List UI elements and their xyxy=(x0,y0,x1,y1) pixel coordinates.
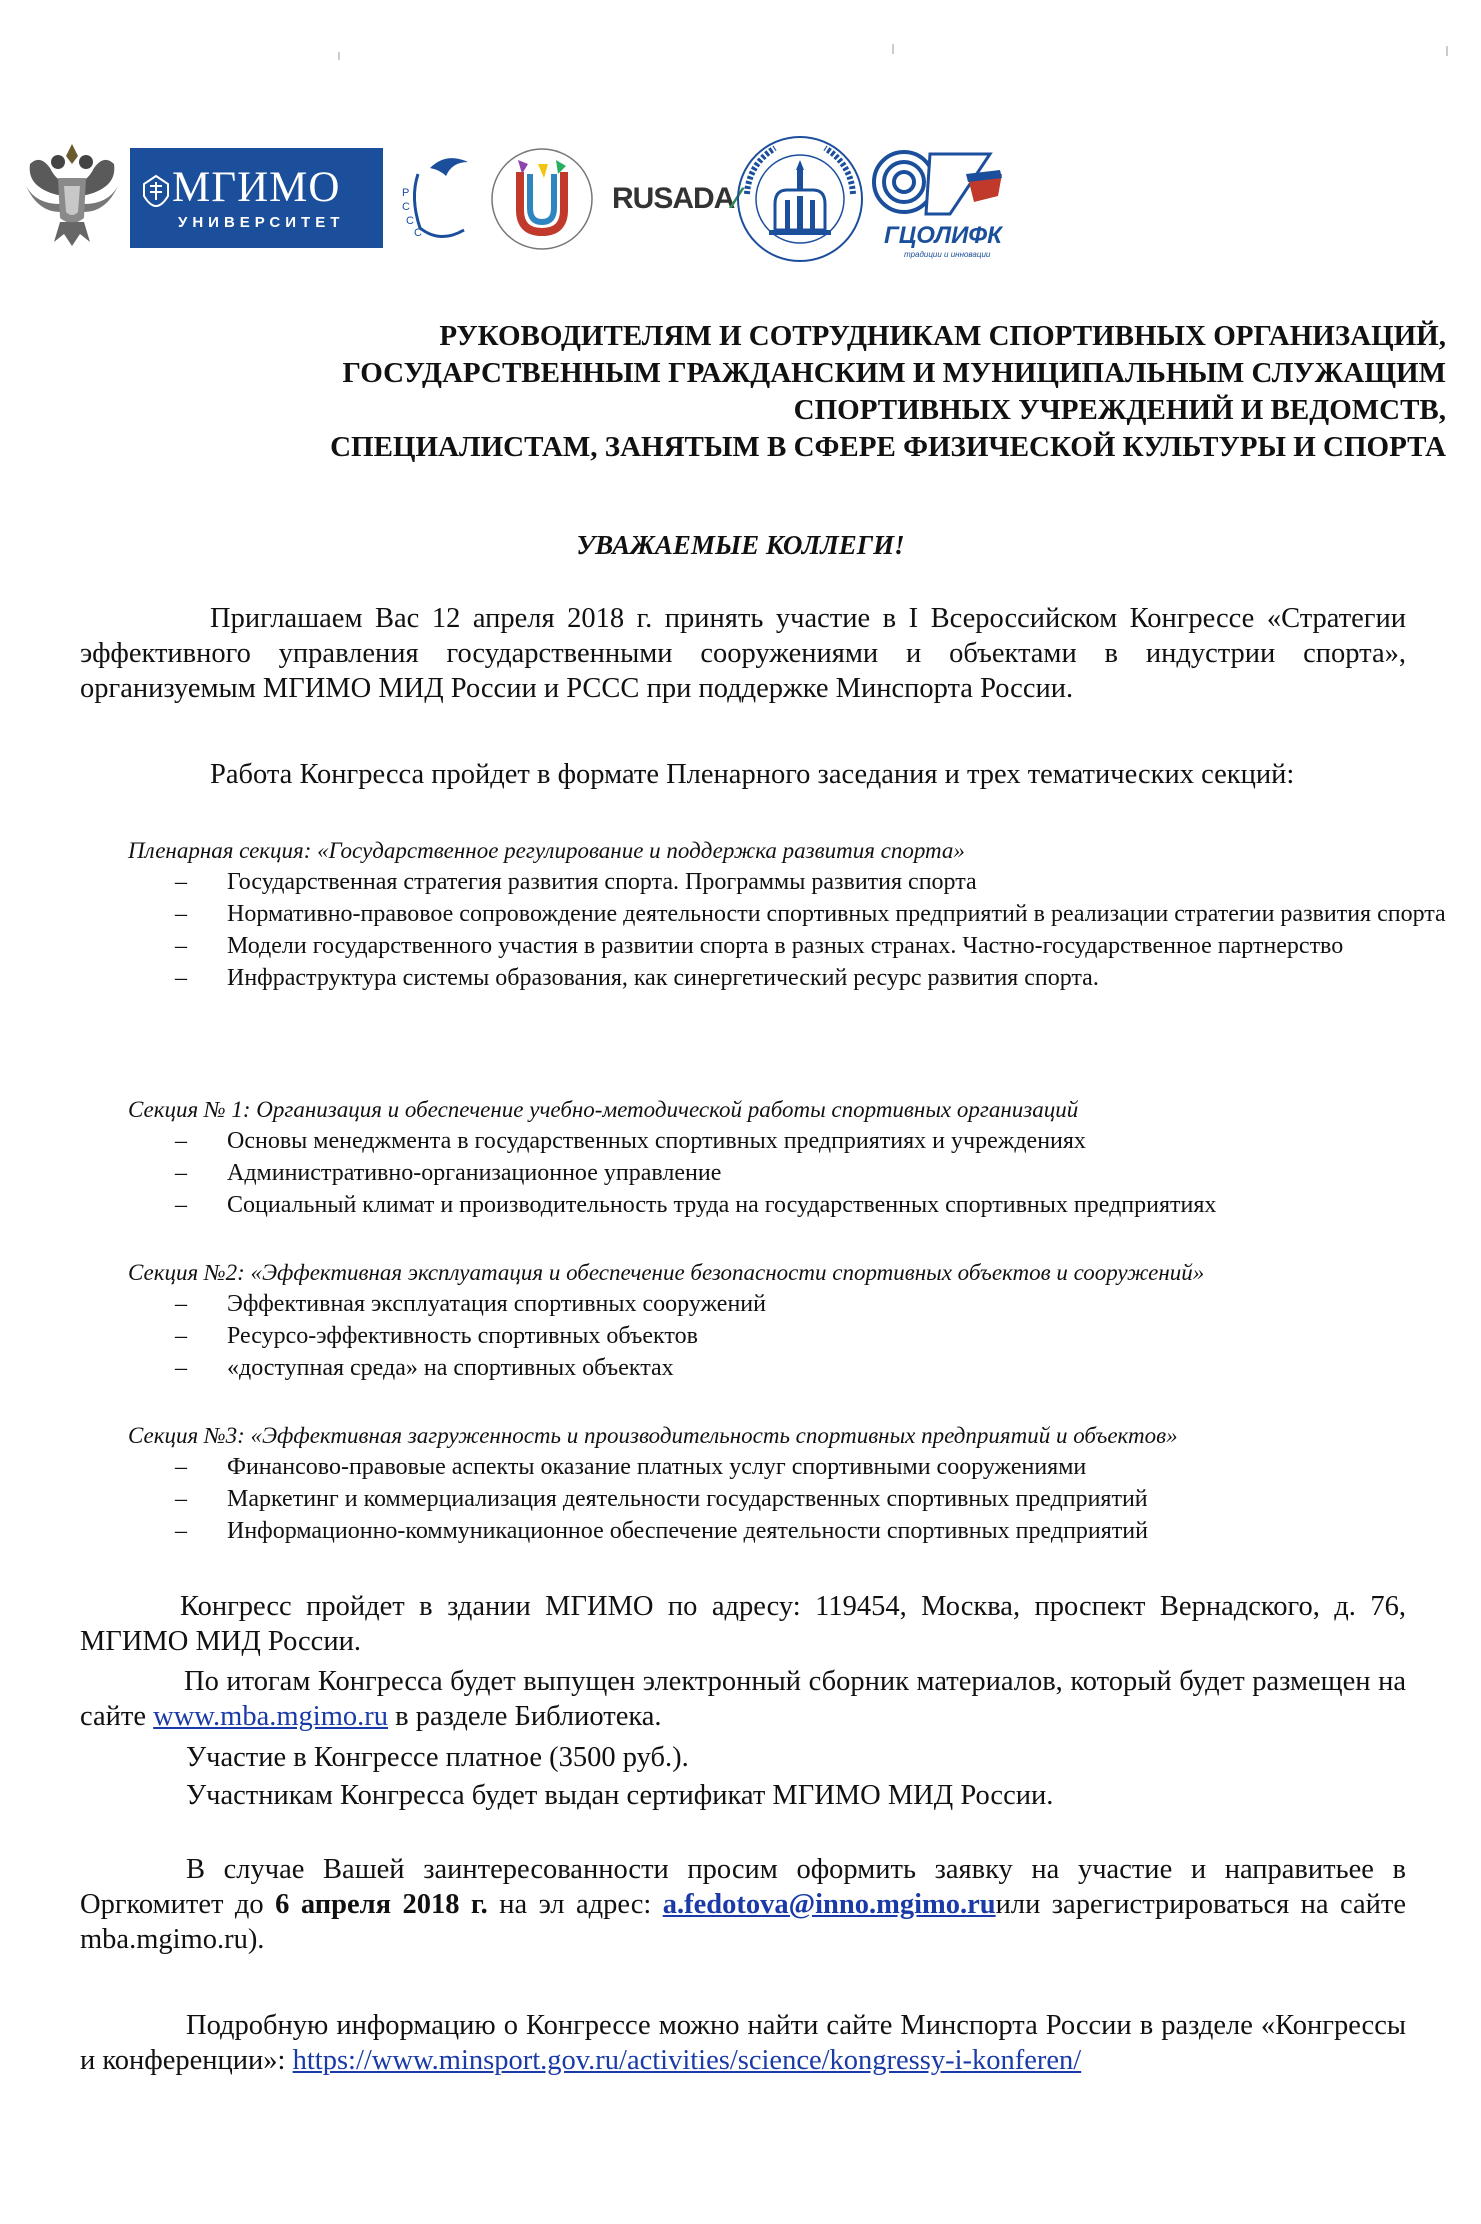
rsss-letter: С xyxy=(402,201,410,213)
list-item xyxy=(128,1320,1448,1352)
section-2 xyxy=(128,1257,1448,1384)
list-item-text: Основы менеджмента в государственных спортивных предприятиях и учреждениях xyxy=(227,1128,1086,1154)
seagull-icon xyxy=(430,158,468,176)
dash-bullet: – xyxy=(175,933,187,959)
application-paragraph xyxy=(80,1852,1406,1957)
addressee-block xyxy=(126,318,1446,466)
dash-bullet: – xyxy=(175,965,187,991)
dash-bullet: – xyxy=(175,1486,187,1512)
intro-text: Приглашаем Вас 12 апреля 2018 г. принять участие в I Всероссийском Конгрессе «Стратегии эффективного управления государственными сооружениями и объектами в индустрии спорта», организуемым МГИМО МИД России и РССС при поддержке Минспорта России. xyxy=(80,603,1406,704)
list-item xyxy=(128,898,1448,930)
section-title: Секция № 1: Организация и обеспечение учебно-методической работы спортивных организаций xyxy=(128,1097,1079,1122)
list-item-text: Информационно-коммуникационное обеспечение деятельности спортивных предприятий xyxy=(227,1518,1148,1544)
format-text: Работа Конгресса пройдет в формате Пленарного заседания и трех тематических секций: xyxy=(210,759,1295,790)
rsss-letter: Р xyxy=(402,187,410,199)
dash-bullet: – xyxy=(175,1355,187,1381)
dash-bullet: – xyxy=(175,869,187,895)
list-item-text: «доступная среда» на спортивных объектах xyxy=(227,1355,674,1381)
application-text-middle: на эл адрес: xyxy=(487,1889,663,1920)
logo-row xyxy=(20,128,1020,258)
dash-bullet: – xyxy=(175,1128,187,1154)
list-item-text: Маркетинг и коммерциализация деятельности государственных спортивных предприятий xyxy=(227,1486,1148,1512)
list-item xyxy=(128,930,1448,962)
application-text-tail: или зарегистрироваться на сайте mba.mgimo.ru). xyxy=(80,1889,1406,1955)
list-item xyxy=(128,1157,1448,1189)
list-item-text: Модели государственного участия в развитии спорта в разных странах. Частно-государственное партнерство xyxy=(227,933,1344,959)
rsss-letter: С xyxy=(414,227,422,239)
venue-paragraph xyxy=(80,1589,1406,1659)
rusada-mark-icon: ⁄ xyxy=(734,182,739,215)
proceedings-text: По итогам Конгресса будет выпущен электронный сборник материалов, который будет размещен на сайте xyxy=(80,1666,1406,1732)
scan-speck xyxy=(338,52,340,60)
gcolifk-logo xyxy=(870,144,1010,262)
list-item-text: Инфраструктура системы образования, как синергетический ресурс развития спорта. xyxy=(227,965,1099,991)
law-faculty-msu-seal xyxy=(735,134,865,264)
section-title: Пленарная секция: «Государственное регулирование и поддержка развития спорта» xyxy=(128,838,965,863)
rsss-logo xyxy=(390,148,478,248)
list-item xyxy=(128,1352,1448,1384)
proceedings-paragraph xyxy=(80,1664,1406,1734)
list-item-text: Социальный климат и производительность труда на государственных спортивных предприятиях xyxy=(227,1192,1217,1218)
russian-eagle-emblem-icon xyxy=(20,134,124,252)
mgimo-logo xyxy=(130,148,383,248)
section-3 xyxy=(128,1420,1448,1547)
list-item xyxy=(128,1451,1448,1483)
list-item-text: Государственная стратегия развития спорта. Программы развития спорта xyxy=(227,869,977,895)
dash-bullet: – xyxy=(175,1454,187,1480)
application-email-link[interactable]: a.fedotova@inno.mgimo.ru xyxy=(662,1889,996,1920)
list-item-text: Ресурсо-эффективность спортивных объектов xyxy=(227,1323,698,1349)
minsport-link[interactable]: https://www.minsport.gov.ru/activities/science/kongressy-i-konferen/ xyxy=(292,2045,1082,2076)
gcolifk-logo-tagline: традиции и инновации xyxy=(904,250,991,259)
dash-bullet: – xyxy=(175,901,187,927)
dash-bullet: – xyxy=(175,1160,187,1186)
gcolifk-logo-name: ГЦОЛИФК xyxy=(884,222,1002,249)
dash-bullet: – xyxy=(175,1192,187,1218)
list-item xyxy=(128,1515,1448,1547)
rsss-letter: С xyxy=(406,215,414,227)
venue-text: Конгресс пройдет в здании МГИМО по адресу: 119454, Москва, проспект Вернадского, д. 76, МГИМО МИД России. xyxy=(80,1591,1406,1657)
addressee-line: СПЕЦИАЛИСТАМ, ЗАНЯТЫМ В СФЕРЕ ФИЗИЧЕСКОЙ КУЛЬТУРЫ И СПОРТА xyxy=(330,431,1446,463)
intro-paragraph xyxy=(80,601,1406,706)
list-item-text: Административно-организационное управление xyxy=(227,1160,722,1186)
format-paragraph xyxy=(80,757,1406,792)
application-deadline: 6 апреля 2018 г. xyxy=(275,1889,488,1920)
list-item xyxy=(128,866,1448,898)
addressee-line: ГОСУДАРСТВЕННЫМ ГРАЖДАНСКИМ И МУНИЦИПАЛЬНЫМ СЛУЖАЩИМ xyxy=(342,357,1446,389)
section-title: Секция №2: «Эффективная эксплуатация и обеспечение безопасности спортивных объектов и сооружений» xyxy=(128,1260,1205,1285)
application-text: В случае Вашей заинтересованности просим оформить заявку на участие и направитьее в Оргкомитет до xyxy=(80,1854,1406,1920)
certificate-text: Участникам Конгресса будет выдан сертификат МГИМО МИД России. xyxy=(186,1780,1054,1811)
mgimo-logo-name: МГИМО xyxy=(172,164,341,211)
dash-bullet: – xyxy=(175,1291,187,1317)
section-title: Секция №3: «Эффективная загруженность и производительность спортивных предприятий и объектов» xyxy=(128,1423,1178,1448)
rusada-logo-text: RUSADA xyxy=(612,182,735,215)
dash-bullet: – xyxy=(175,1518,187,1544)
list-item xyxy=(128,962,1448,994)
addressee-line: РУКОВОДИТЕЛЯМ И СОТРУДНИКАМ СПОРТИВНЫХ ОРГАНИЗАЦИЙ, xyxy=(439,320,1446,352)
plenary-section xyxy=(128,835,1448,994)
mgimo-logo-subtitle: УНИВЕРСИТЕТ xyxy=(178,214,345,231)
list-item xyxy=(128,1483,1448,1515)
more-info-text: Подробную информацию о Конгрессе можно найти сайте Минспорта России в разделе «Конгрессы и конференции»: xyxy=(80,2010,1406,2076)
addressee-line: СПОРТИВНЫХ УЧРЕЖДЕНИЙ И ВЕДОМСТВ, xyxy=(793,394,1446,426)
list-item xyxy=(128,1288,1448,1320)
mgimo-crest-icon xyxy=(142,174,170,208)
olympic-university-logo xyxy=(482,144,602,254)
scan-speck xyxy=(892,44,894,54)
list-item xyxy=(128,1189,1448,1221)
scan-speck xyxy=(1446,46,1448,56)
list-item-text: Нормативно-правовое сопровождение деятельности спортивных предприятий в реализации стратегии развития спорта xyxy=(227,901,1446,927)
certificate-paragraph xyxy=(80,1778,1406,1813)
rusada-logo xyxy=(612,182,739,222)
proceedings-site-link[interactable]: www.mba.mgimo.ru xyxy=(153,1701,388,1732)
more-info-paragraph xyxy=(80,2008,1406,2078)
dash-bullet: – xyxy=(175,1323,187,1349)
list-item-text: Эффективная эксплуатация спортивных сооружений xyxy=(227,1291,766,1317)
salutation: УВАЖАЕМЫЕ КОЛЛЕГИ! xyxy=(576,530,905,560)
fee-text: Участие в Конгрессе платное (3500 руб.). xyxy=(186,1742,689,1773)
proceedings-text-tail: в разделе Библиотека. xyxy=(387,1701,662,1732)
list-item xyxy=(128,1125,1448,1157)
section-1 xyxy=(128,1094,1448,1221)
gcolifk-emblem-icon xyxy=(870,144,1010,224)
fee-paragraph xyxy=(80,1740,1406,1775)
list-item-text: Финансово-правовые аспекты оказание платных услуг спортивными сооружениями xyxy=(227,1454,1087,1480)
